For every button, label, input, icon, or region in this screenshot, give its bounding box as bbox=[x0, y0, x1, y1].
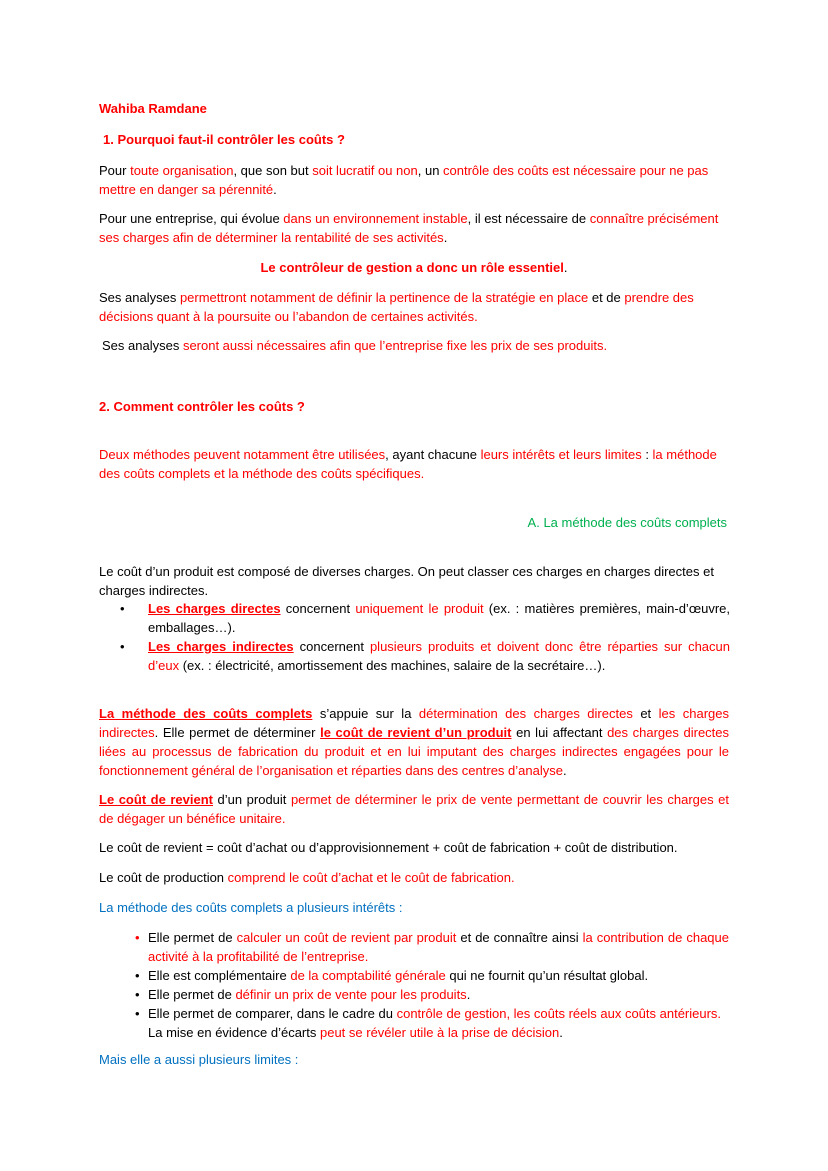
s2-paragraph-1: Deux méthodes peuvent notamment être utilisées, ayant chacune leurs intérêts et leurs limites : la méthode des coûts complets et la méthode des coûts spécifiques. bbox=[99, 447, 717, 481]
interets-list bbox=[135, 928, 729, 1042]
subsection-a-title: A. La méthode des coûts complets bbox=[527, 515, 727, 530]
s2-paragraph-6: Le coût de production comprend le coût d’achat et le coût de fabrication. bbox=[99, 870, 515, 885]
bullet-icon: • bbox=[120, 601, 125, 616]
s2-paragraph-4: Le coût de revient d’un produit permet de déterminer le prix de vente permettant de couvrir les charges et de dégager un bénéfice unitaire. bbox=[99, 792, 730, 826]
section-1-title: 1. Pourquoi faut-il contrôler les coûts ? bbox=[103, 132, 345, 147]
list-item: • Elle permet de définir un prix de vente pour les produits. bbox=[135, 987, 471, 1002]
list-item: • Les charges directes concernent uniquement le produit (ex. : matières premières, main-d’œuvre, emballages…). bbox=[120, 601, 730, 635]
list-item: • Elle permet de comparer, dans le cadre du contrôle de gestion, les coûts réels aux coûts antérieurs. La mise en évidence d’écarts peut se révéler utile à la prise de décision. bbox=[135, 1006, 722, 1040]
bullet-icon: • bbox=[135, 1006, 140, 1021]
s1-paragraph-5: Ses analyses seront aussi nécessaires afin que l’entreprise fixe les prix de ses produits. bbox=[102, 338, 608, 353]
bullet-icon: • bbox=[120, 639, 125, 654]
s1-paragraph-1: Pour toute organisation, que son but soit lucratif ou non, un contrôle des coûts est nécessaire pour ne pas mettre en danger sa pérennité. bbox=[99, 163, 709, 197]
bullet-icon: • bbox=[135, 987, 140, 1002]
list-item: • Les charges indirectes concernent plusieurs produits et doivent donc être réparties sur chacun d’eux (ex. : électricité, amortissement des machines, salaire de la secrétaire…). bbox=[120, 639, 731, 673]
author-name: Wahiba Ramdane bbox=[99, 101, 207, 116]
bullet-icon: • bbox=[135, 930, 140, 945]
list-item: • Elle est complémentaire de la comptabilité générale qui ne fournit qu’un résultat global. bbox=[135, 968, 649, 983]
s1-highlight: Le contrôleur de gestion a donc un rôle essentiel. bbox=[260, 260, 568, 275]
s2-paragraph-2: Le coût d’un produit est composé de diverses charges. On peut classer ces charges en charges directes et charges indirectes. bbox=[99, 564, 714, 598]
section-2-title: 2. Comment contrôler les coûts ? bbox=[99, 399, 305, 414]
charges-list bbox=[120, 599, 730, 675]
list-item: • Elle permet de calculer un coût de revient par produit et de connaître ainsi la contribution de chaque activité à la profitabilité de l’entreprise. bbox=[135, 930, 729, 964]
limites-title: Mais elle a aussi plusieurs limites : bbox=[99, 1052, 299, 1067]
cout-revient-formula: Le coût de revient = coût d’achat ou d’approvisionnement + coût de fabrication + coût de distribution. bbox=[99, 840, 678, 855]
interets-title: La méthode des coûts complets a plusieurs intérêts : bbox=[99, 900, 403, 915]
bullet-icon: • bbox=[135, 968, 140, 983]
s2-paragraph-3: La méthode des coûts complets s’appuie sur la détermination des charges directes et les charges indirectes. Elle permet de déterminer le coût de revient d’un produit en lui affectant des charges directes liées au processus de fabrication du produit et en lui imputant des charges indirectes engagées pour le fonctionnement général de l’organisation et réparties dans des centres d’analyse. bbox=[99, 706, 730, 778]
s1-paragraph-2: Pour une entreprise, qui évolue dans un environnement instable, il est nécessaire de connaître précisément ses charges afin de déterminer la rentabilité de ses activités. bbox=[99, 211, 719, 245]
s1-paragraph-4: Ses analyses permettront notamment de définir la pertinence de la stratégie en place et de prendre des décisions quant à la poursuite ou l’abandon de certaines activités. bbox=[99, 290, 694, 324]
